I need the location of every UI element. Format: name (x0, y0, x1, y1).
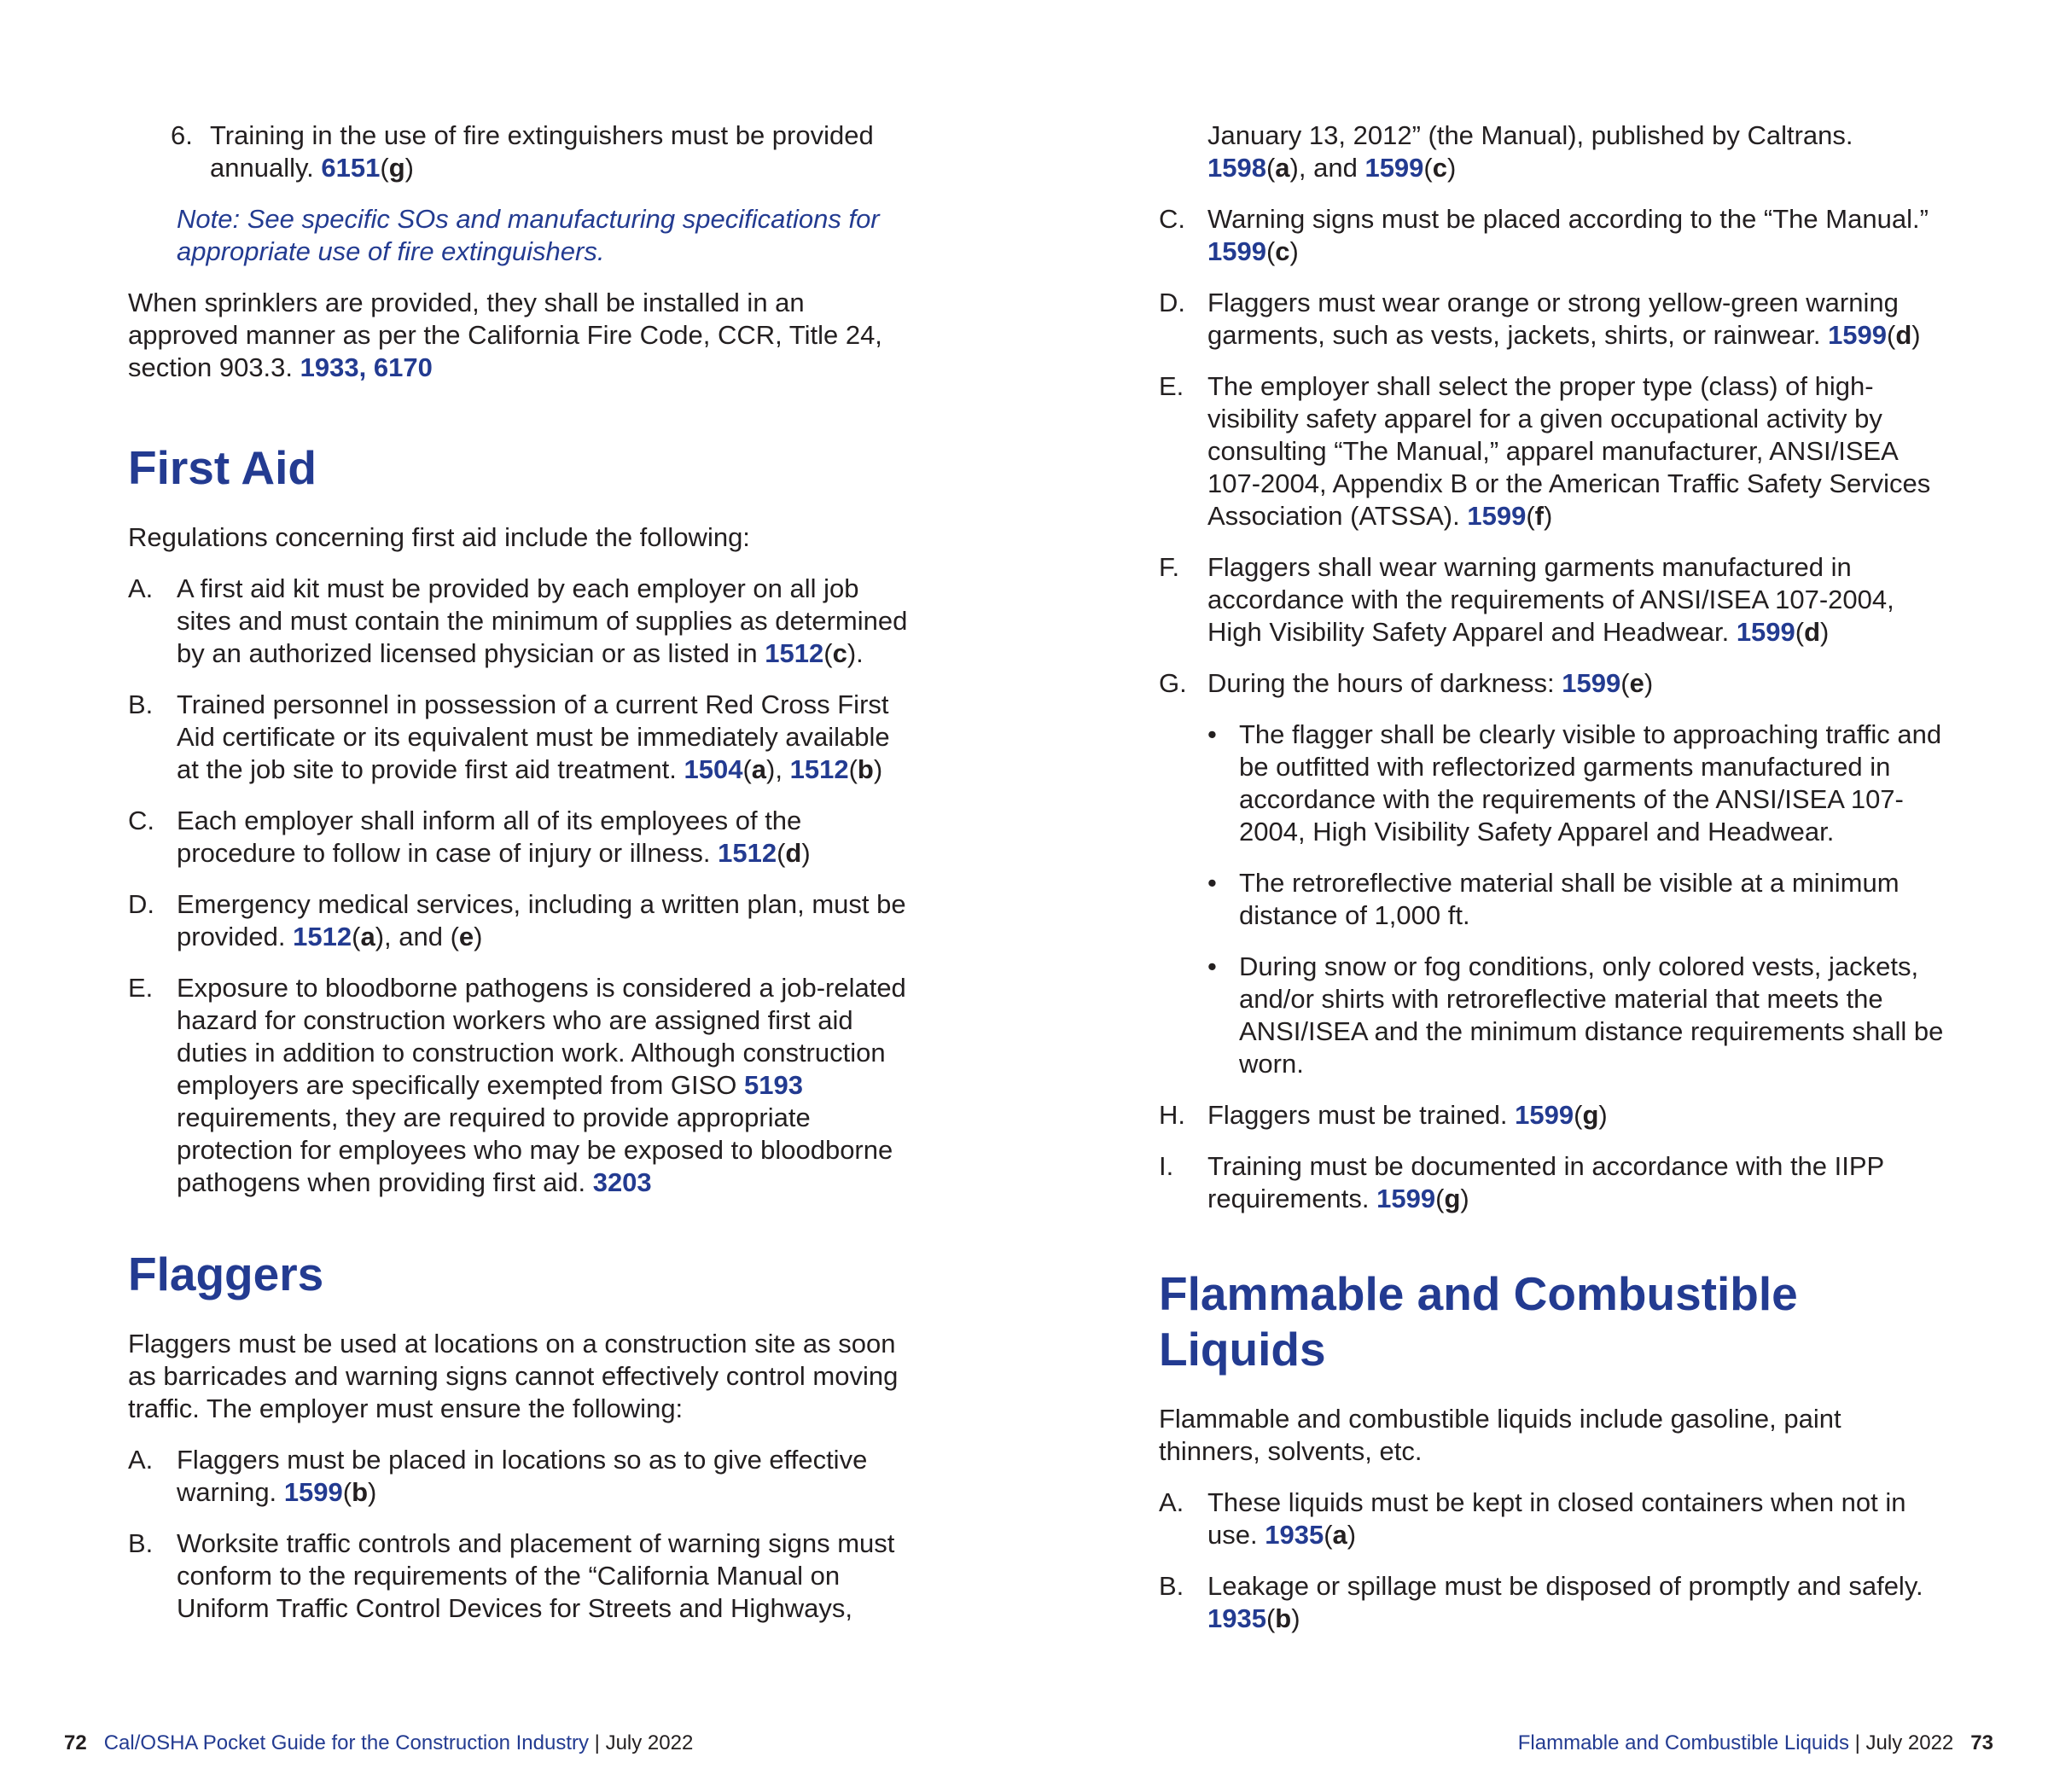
list-item-b (128, 689, 913, 786)
reference-link[interactable]: 1504 (684, 754, 743, 784)
right-column (1159, 119, 1944, 1654)
list-text: These liquids must be kept in closed containers when not in use. 1935(a) (1207, 1487, 1906, 1550)
reference-link[interactable]: 1599 (283, 1477, 343, 1507)
bullet-icon: • (1207, 868, 1217, 898)
section-heading-flaggers: Flaggers (128, 1248, 324, 1300)
reference-link[interactable]: 1512 (293, 922, 352, 951)
section-heading-first-aid: First Aid (128, 441, 317, 494)
bullet-item (1207, 867, 1944, 932)
sprinklers-paragraph: When sprinklers are provided, they shall be installed in an approved manner as per the California Fire Code, CCR, Title 24, section 903.3. 1933, 6170 (128, 288, 882, 382)
list-marker: 6. (171, 120, 193, 150)
list-item-b (1159, 1570, 1944, 1635)
flaggers-intro: Flaggers must be used at locations on a construction site as soon as barricades and warning signs cannot effectively control moving traffic. The employer must ensure the following: (128, 1329, 899, 1423)
list-marker: A. (128, 573, 154, 603)
list-text: Flaggers must be placed in locations so as to give effective warning. 1599(b) (177, 1445, 868, 1507)
list-item-f (1159, 551, 1944, 649)
page-number: 72 (64, 1731, 87, 1754)
reference-link[interactable]: 1512 (765, 638, 824, 668)
list-marker: F. (1159, 552, 1180, 582)
list-item-d (128, 888, 913, 953)
reference-link[interactable]: 1599 (1364, 153, 1424, 183)
footer-separator: | (1854, 1731, 1860, 1754)
list-item-g (1159, 667, 1944, 700)
list-marker: E. (1159, 371, 1184, 401)
list-marker: C. (128, 806, 154, 835)
note-text: Note: See specific SOs and manufacturing specifications for appropriate use of fire extinguishers. (177, 204, 880, 266)
page-number: 73 (1970, 1731, 1993, 1754)
list-item-a (128, 573, 913, 670)
footer-title: Cal/OSHA Pocket Guide for the Construction Industry (103, 1731, 589, 1754)
list-item-d (1159, 287, 1944, 352)
reference-link[interactable]: 5193 (744, 1070, 803, 1100)
list-text: Each employer shall inform all of its employees of the procedure to follow in case of injury or illness. 1512(d) (177, 806, 811, 868)
reference-link[interactable]: 1599 (1467, 501, 1527, 531)
list-text: Flaggers shall wear warning garments manufactured in accordance with the requirements of ANSI/ISEA 107-2004, High Visibility Safety Apparel and Headwear. 1599(d) (1207, 552, 1894, 647)
list-marker: B. (1159, 1571, 1184, 1601)
bullet-item (1207, 951, 1944, 1080)
reference-link[interactable]: 1599 (1736, 617, 1795, 647)
footer-separator: | (594, 1731, 600, 1754)
reference-link[interactable]: 6170 (373, 352, 433, 382)
list-item-c (128, 805, 913, 870)
footer-date: July 2022 (1865, 1731, 1954, 1754)
flammable-intro: Flammable and combustible liquids include gasoline, paint thinners, solvents, etc. (1159, 1404, 1841, 1466)
reference-link[interactable]: 1933 (300, 352, 359, 382)
list-item-a (128, 1444, 913, 1509)
list-text: The employer shall select the proper type (class) of high-visibility safety apparel for a given occupational activity by consulting “The Manual,” apparel manufacturer, ANSI/ISEA 107-2004, Appendix B or the American Traffic Safety Services Association (ATSSA). 1599(f) (1207, 371, 1931, 531)
first-aid-intro: Regulations concerning first aid include the following: (128, 522, 750, 552)
reference-link[interactable]: 3203 (592, 1167, 652, 1197)
list-text: Leakage or spillage must be disposed of promptly and safely. 1935(b) (1207, 1571, 1923, 1633)
list-text: Training must be documented in accordance with the IIPP requirements. 1599(g) (1207, 1151, 1884, 1213)
list-text: Warning signs must be placed according to the “The Manual.” 1599(c) (1207, 204, 1929, 266)
bullet-icon: • (1207, 719, 1217, 749)
list-item-a (1159, 1487, 1944, 1551)
list-marker: H. (1159, 1100, 1185, 1130)
reference-link[interactable]: 6151 (321, 153, 381, 183)
list-text: Emergency medical services, including a written plan, must be provided. 1512(a), and (e) (177, 889, 906, 951)
reference-link[interactable]: 1935 (1265, 1520, 1324, 1550)
reference-link[interactable]: 1512 (789, 754, 849, 784)
list-text: A first aid kit must be provided by each employer on all job sites and must contain the minimum of supplies as determined by an authorized licensed physician or as listed in 1512(c). (177, 573, 908, 668)
footer-date: July 2022 (605, 1731, 694, 1754)
list-marker: D. (128, 889, 154, 919)
list-text: Trained personnel in possession of a current Red Cross First Aid certificate or its equivalent must be immediately available at the job site to provide first aid treatment. 1504(a), 1512(b) (177, 689, 890, 784)
list-marker: E. (128, 973, 154, 1003)
bullet-item (1207, 719, 1944, 848)
list-marker: A. (128, 1445, 154, 1475)
list-item-6 (171, 119, 913, 184)
list-text: During the hours of darkness: 1599(e) (1207, 668, 1654, 698)
list-marker: C. (1159, 204, 1185, 234)
list-text: Flaggers must be trained. 1599(g) (1207, 1100, 1608, 1130)
section-heading-flammable-liquids: Flammable and Combustible Liquids (1159, 1267, 1798, 1376)
list-item-c (1159, 203, 1944, 268)
list-item-i (1159, 1150, 1944, 1215)
list-text: Flaggers must wear orange or strong yellow-green warning garments, such as vests, jackets, shirts, or rainwear. 1599(d) (1207, 288, 1921, 350)
list-marker: A. (1159, 1487, 1184, 1517)
reference-link[interactable]: 1512 (718, 838, 777, 868)
list-text: Exposure to bloodborne pathogens is considered a job-related hazard for construction workers who are assigned first aid duties in addition to construction work. Although construction employers are specifically exempted from GISO 5193 requirements, they are required to provide appropriate protection for employees who may be exposed to bloodborne pathogens when providing first aid. 3203 (177, 973, 906, 1197)
list-text: Worksite traffic controls and placement of warning signs must conform to the requirements of the “California Manual on Uniform Traffic Control Devices for Streets and Highways, (177, 1528, 895, 1623)
list-marker: D. (1159, 288, 1185, 317)
list-text: January 13, 2012” (the Manual), published by Caltrans. 1598(a), and 1599(c) (1207, 120, 1853, 183)
bullet-text: The retroreflective material shall be visible at a minimum distance of 1,000 ft. (1239, 868, 1900, 930)
reference-link[interactable]: 1599 (1207, 236, 1266, 266)
list-text: Training in the use of fire extinguishers must be provided annually. 6151(g) (210, 120, 874, 183)
list-marker: G. (1159, 668, 1187, 698)
list-marker: I. (1159, 1151, 1174, 1181)
list-item-e (1159, 370, 1944, 532)
reference-link[interactable]: 1599 (1376, 1184, 1436, 1213)
footer-right (1518, 1731, 1993, 1756)
list-item-h (1159, 1099, 1944, 1132)
footer-title: Flammable and Combustible Liquids (1517, 1731, 1849, 1754)
bullet-text: During snow or fog conditions, only colored vests, jackets, and/or shirts with retroreflective material that meets the ANSI/ISEA and the minimum distance requirements shall be worn. (1239, 951, 1944, 1079)
list-marker: B. (128, 1528, 154, 1558)
list-item-e (128, 972, 913, 1199)
list-item-b (128, 1527, 913, 1625)
list-item-b-continued (1159, 119, 1944, 184)
reference-link[interactable]: 1599 (1515, 1100, 1574, 1130)
left-column (128, 119, 913, 1644)
reference-link[interactable]: 1599 (1828, 320, 1888, 350)
bullet-text: The flagger shall be clearly visible to approaching traffic and be outfitted with reflectorized garments manufactured in accordance with the requirements of the ANSI/ISEA 107-2004, High Visibility Safety Apparel and Headwear. (1239, 719, 1942, 847)
reference-link[interactable]: 1599 (1562, 668, 1621, 698)
list-marker: B. (128, 689, 154, 719)
reference-link[interactable]: 1598 (1207, 153, 1266, 183)
footer-left (64, 1731, 693, 1756)
bullet-icon: • (1207, 951, 1217, 981)
reference-link[interactable]: 1935 (1207, 1603, 1266, 1633)
